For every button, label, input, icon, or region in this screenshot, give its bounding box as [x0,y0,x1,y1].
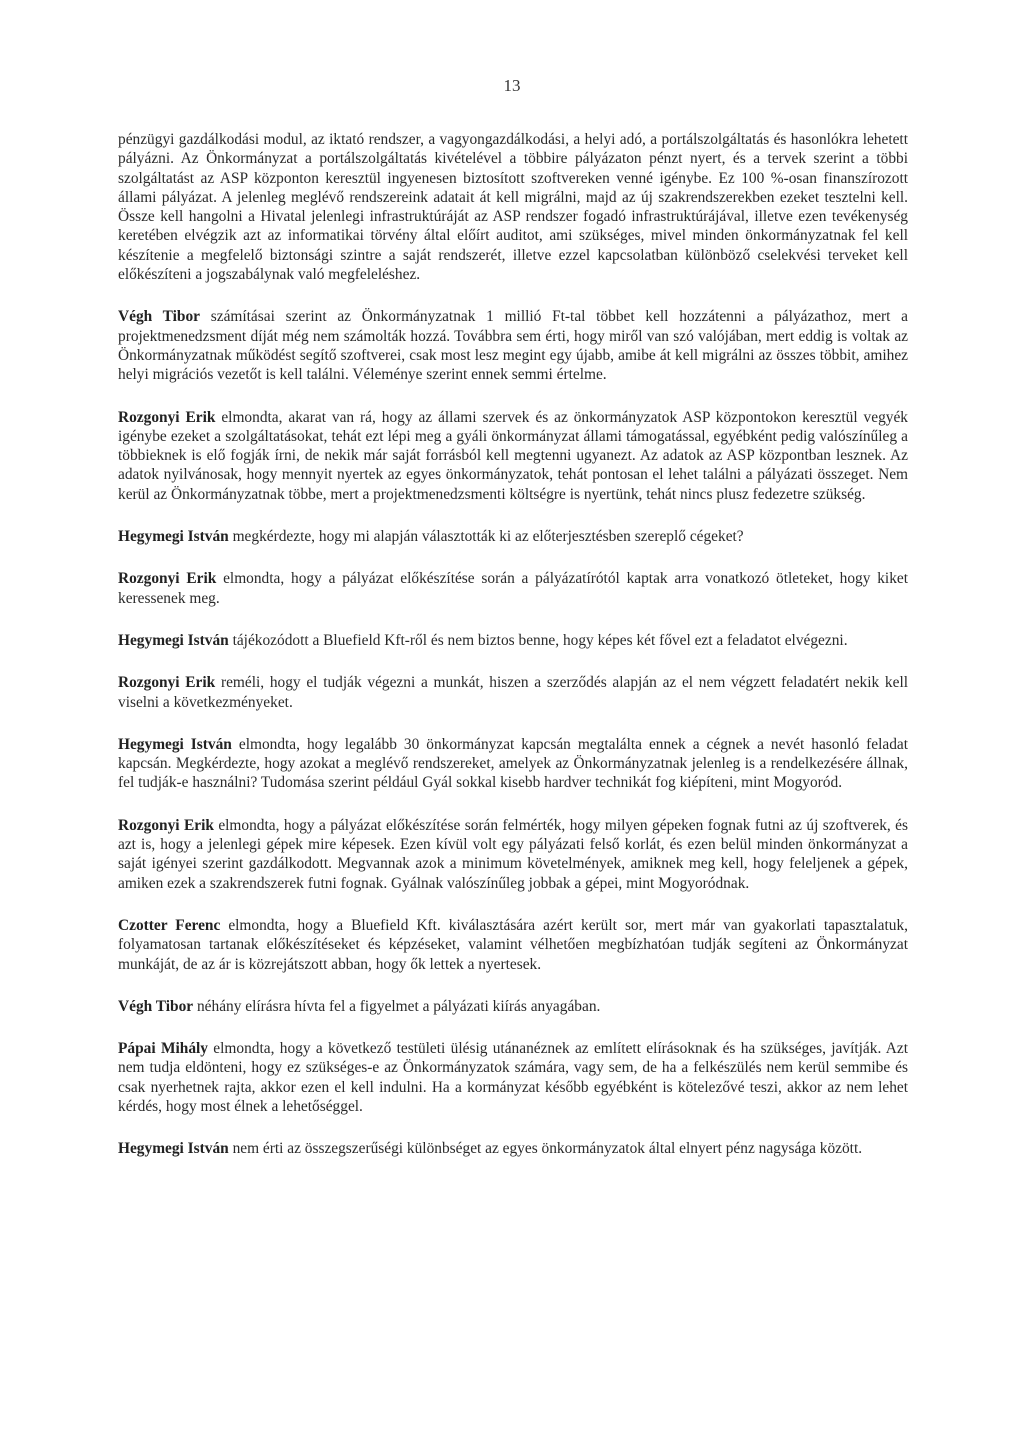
speaker-name: Hegymegi István [118,1140,229,1158]
paragraph-text: néhány elírásra hívta fel a figyelmet a pályázati kiírás anyagában. [193,997,601,1015]
paragraph-text: elmondta, akarat van rá, hogy az állami szervek és az önkormányzatok ASP központokon keresztül vegyék igénybe ezeket a szolgáltatásokat, tehát ezt lépi meg a gyáli önkormányzat állami támogatással, egyébként pedig valószínűleg a többieknek is elő fogják írni, de nekik már saját forrásból kell megtenni ugyanezt. Az adatok az ASP központban lesznek. Az adatok nyilvánosak, hogy mennyit nyertek az egyes önkormányzatok, tehát pontosan el lehet találni a pályázati összeget. Nem kerül az Önkormányzatnak többe, mert a projektmenedzsmenti költségre is nyertünk, tehát nincs plusz fedezetre szükség. [118,408,909,503]
paragraph-text: számításai szerint az Önkormányzatnak 1 millió Ft-tal többet kell hozzátenni a pályázathoz, mert a projektmenedzsment díját még nem számolták hozzá. Továbbra sem érti, hogy miről van szó valójában, mert eddig is voltak az Önkormányzatnak működést segítő szoftverei, csak most lesz megint egy újabb, amibe át kell migrálni az összes többit, amihez helyi migrációs vezetőt is kell találni. Véleménye szerint ennek semmi értelme. [118,308,908,384]
page-number: 13 [503,76,521,95]
speaker-name: Rozgonyi Erik [118,570,217,588]
paragraph [118,1039,908,1116]
paragraph-text: reméli, hogy el tudják végezni a munkát, hiszen a szerződés alapján az el nem végzett feladatért nekik kell viselni a következményeket. [118,674,909,711]
speaker-name: Hegymegi István [118,631,229,649]
paragraph-text: elmondta, hogy a Bluefield Kft. kiválasztására azért került sor, mert már van gyakorlati tapasztalatuk, folyamatosan tartanak előkészítéseket és képzéseket, valamint vélhetően megbízhatóan tudják segíteni az Önkormányzat munkáját, de az ár is közrejátszott abban, hogy ők lettek a nyertesek. [118,916,908,973]
speaker-name: Végh Tibor [118,997,194,1015]
paragraph-text: megkérdezte, hogy mi alapján választották ki az előterjesztésben szereplő cégeket? [228,528,744,546]
paragraph [118,1139,908,1158]
paragraph-text: elmondta, hogy a következő testületi ülésig utánanéznek az említett elírásoknak és ha szükséges, javítják. Azt nem tudja eldönteni, hogy ez szükséges-e az Önkormányzatok számára, vagy sem, de ha a felkészülés nem kerül semmibe és csak nyerhetnek rajta, akkor ezen el kell indulni. Ha a kormányzat később egyébként is kötelezővé teszi, akkor az nem lehet kérdés, hogy most élnek a lehetőséggel. [118,1040,908,1115]
speaker-name: Rozgonyi Erik [118,816,214,834]
paragraph [118,307,908,384]
paragraph [118,735,908,793]
speaker-name: Pápai Mihály [118,1040,208,1058]
paragraph-text: elmondta, hogy legalább 30 önkormányzat kapcsán megtalálta ennek a cégnek a nevét hasonló feladat kapcsán. Megkérdezte, hogy azokat a meglévő rendszereket, amelyek az Önkormányzatnak jelenleg is a rendelkezésére állnak, fel tudják-e használni? Tudomása szerint például Gyál sokkal kisebb hardver technikát fog kiépíteni, mint Mogyoród. [118,735,908,792]
paragraph [118,408,908,504]
paragraph [118,673,908,712]
paragraph-text: tájékozódott a Bluefield Kft-ről és nem biztos benne, hogy képes két fővel ezt a feladatot elvégezni. [228,631,848,649]
paragraph-text: nem érti az összegszerűségi különbséget az egyes önkormányzatok által elnyert pénz nagysága között. [228,1140,863,1158]
speaker-name: Végh Tibor [118,308,201,326]
paragraph [118,816,908,893]
speaker-name: Rozgonyi Erik [118,408,216,426]
paragraph-text: elmondta, hogy a pályázat előkészítése során felmérték, hogy milyen gépeken fognak futni az új szoftverek, és azt is, hogy a jelenlegi gépek mire képesek. Ezen kívül volt egy pályázati felső korlát, és ezen belül minden önkormányzat a saját igényei szerint gazdálkodott. Megvannak azok a minimum követelmények, amiknek meg kell, hogy feleljenek a gépek, amiken ezek a szakrendszerek futni fognak. Gyálnak valószínűleg jobbak a gépei, mint Mogyoródnak. [118,816,908,892]
paragraph [118,916,908,974]
paragraph [118,527,908,546]
paragraph [118,569,908,608]
speaker-name: Rozgonyi Erik [118,674,216,692]
speaker-name: Hegymegi István [118,735,232,753]
speaker-name: Czotter Ferenc [118,916,221,934]
paragraph-text: elmondta, hogy a pályázat előkészítése során a pályázatírótól kaptak arra vonatkozó ötleteket, hogy kiket keressenek meg. [118,570,909,607]
document-body [118,130,908,1159]
speaker-name: Hegymegi István [118,528,229,546]
paragraph [118,130,908,284]
paragraph-text: pénzügyi gazdálkodási modul, az iktató rendszer, a vagyongazdálkodási, a helyi adó, a portálszolgáltatás és hasonlókra lehetett pályázni. Az Önkormányzat a portálszolgáltatás kivételével a többire pályázaton pénzt nyert, és a tervek szerint a többi szolgáltatást az ASP központon keresztül ingyenesen biztosított szoftvereken venné igénybe. Ez 100 %-osan finanszírozott állami pályázat. A jelenleg meglévő rendszereink adatait át kell migrálni, majd az új szakrendszerekben ezeket tesztelni kell. Össze kell hangolni a Hivatal jelenlegi infrastruktúráját az ASP rendszer fogadó infrastruktúrájával, illetve ezen tevékenység keretében elvégzik azt az informatikai törvény által előírt auditot, ami szükséges, mivel minden önkormányzatnak fel kell készítenie a megfelelő biztonsági szintre a saját rendszerét, illetve ezzel kapcsolatban különböző cselekvési terveket kell előkészíteni a jogszabálynak való megfeleléshez. [118,131,908,284]
paragraph [118,631,908,650]
paragraph [118,997,908,1016]
